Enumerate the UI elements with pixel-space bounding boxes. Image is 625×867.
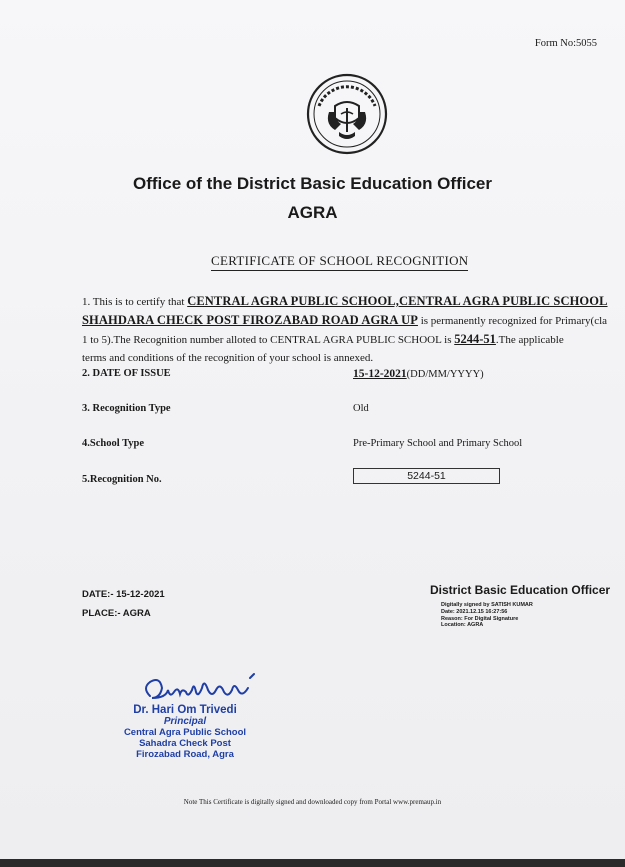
recognition-type-label: 3. Recognition Type bbox=[82, 403, 171, 414]
para-intro: 1. This is to certify that bbox=[82, 296, 188, 308]
office-city: AGRA bbox=[287, 203, 338, 222]
date-of-issue: 15-12-2021 bbox=[353, 368, 407, 380]
recognition-number-inline: 5244-51 bbox=[454, 332, 496, 346]
handwritten-signature bbox=[138, 668, 268, 708]
certificate-title: CERTIFICATE OF SCHOOL RECOGNITION bbox=[211, 253, 468, 271]
para-mid: is permanently recognized for Primary(cla bbox=[417, 315, 608, 327]
digital-signature-line: Date: 2021.12.15 16:27:56 bbox=[441, 608, 508, 615]
date-of-issue-label: 2. DATE OF ISSUE bbox=[82, 368, 171, 379]
school-type-value: Pre-Primary School and Primary School bbox=[353, 438, 523, 449]
stamp-address-line2: Firozabad Road, Agra bbox=[136, 749, 234, 760]
para-line4: terms and conditions of the recognition of your school is annexed. bbox=[82, 352, 374, 364]
recognition-type-value: Old bbox=[353, 403, 369, 414]
form-number: Form No:5055 bbox=[534, 38, 597, 49]
digital-signature-line: Location: AGRA bbox=[441, 622, 484, 629]
date-of-issue-value bbox=[353, 368, 484, 380]
para-line3-end: .The applicable bbox=[495, 334, 564, 346]
scan-bottom-edge bbox=[0, 859, 625, 867]
digital-signature-line: Reason: For Digital Signature bbox=[441, 615, 519, 622]
principal-stamp bbox=[100, 705, 270, 760]
stamp-address-line1: Sahadra Check Post bbox=[139, 738, 231, 749]
recognition-no-label: 5.Recognition No. bbox=[82, 474, 162, 485]
digital-signature-line: Digitally signed by SATISH KUMAR bbox=[441, 602, 533, 608]
para-line3-start: 1 to 5).The Recognition number alloted to CENTRAL AGRA PUBLIC SCHOOL is bbox=[82, 334, 455, 346]
footer-note: Note This Certificate is digitally signed and downloaded copy from Portal www.premaup.in bbox=[183, 798, 442, 806]
office-title: Office of the District Basic Education Officer bbox=[133, 174, 492, 193]
officer-title: District Basic Education Officer bbox=[430, 583, 611, 597]
school-name-line1: CENTRAL AGRA PUBLIC SCHOOL,CENTRAL AGRA PUBLIC SCHOOL bbox=[187, 294, 608, 308]
issue-date-footer: DATE:- 15-12-2021 bbox=[82, 589, 165, 600]
school-type-label: 4.School Type bbox=[82, 438, 145, 449]
digital-signature-block bbox=[441, 602, 533, 629]
issue-place-footer: PLACE:- AGRA bbox=[82, 608, 151, 619]
stamp-school: Central Agra Public School bbox=[123, 727, 247, 738]
recognition-no-value: 5244-51 bbox=[353, 468, 500, 484]
school-name-line2: SHAHDARA CHECK POST FIROZABAD ROAD AGRA UP bbox=[82, 313, 418, 327]
date-format: (DD/MM/YYYY) bbox=[406, 369, 484, 380]
state-emblem-icon bbox=[305, 72, 389, 156]
certification-paragraph bbox=[82, 292, 614, 367]
stamp-name: Dr. Hari Om Trivedi bbox=[133, 704, 237, 716]
stamp-role: Principal bbox=[163, 716, 207, 727]
